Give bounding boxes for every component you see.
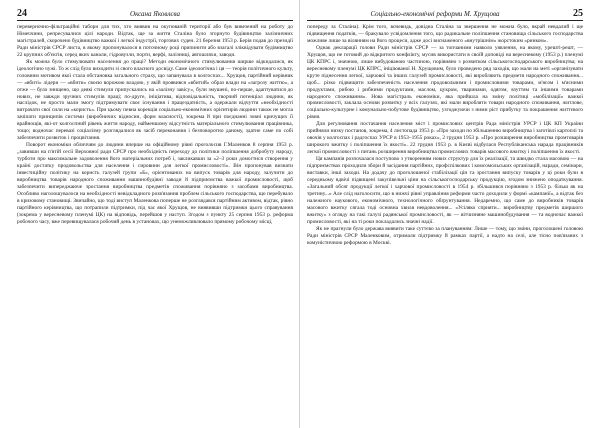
left-page-body [17, 24, 293, 226]
paragraph: Як не прагнули було держава виявити таке суттєво за плануванням: Лише — тому, що зміни, проголошені головою Ради міністрів СРСР Маленковим, отримали підтримку й рамках партії, а надто на селі, але тісно пов'язаних з комуністичною реформою в Москві. [307, 225, 583, 246]
running-head: Соціально-економічні реформи М. Хрущова [370, 10, 500, 18]
running-head: Оксана Яковлєва [130, 10, 180, 18]
paragraph: Як можна було стимулювати населення до праці? Методи економічного стимулювання ширше відкидалися, як ідеологічно чужі. То ж слід було виходити зі свого власного досвіду. Саме ідеологічна і ця — теорія політичного культу, головним мотивом якої стала обстановка загального страху, що запанувала в колгоспах... Хрущов, партійний керівник — «вбиті» лідери — «вбити» своєю ворожою владою, у якій проявився «вбитий» образ влади на «загрозу життю», а отже — було знищено, що деякі стимули припускались на «залізну завісу», були змушені, по-перше, адаптуватися до нових, не завжди зручних стимулів праці; по-друге, ініціатива, відповідальність, творчий потенціал людини, як наслідок, не просто мали змогу підтримувати своє існування і працездатність, а одержали відчуття «необхідності витрачати свої сили на «користь». При цьому певна корекція соціально-економічних орієнтирів людини також не могла зачіпати принципів системи (виробничих відносин, форм власності), зокрема й при поєднанні зовні кричущих її врайнощів, які-от колгоспний рівень життя народу, найменшому відсутність матеріального стимулювання працівника, тощо; водночас перевазі соціалізму розглядалися як засіб переконання і безповоротно даному, здатне саме по собі забезпечити розвиток і процвітання. [17, 58, 293, 142]
right-page-header [307, 8, 583, 21]
paragraph: Ця кампанія розпочалася поступово з утворенням нових структур для їх реалізації, та швидко стала масовою — на підприємствах проходили збори й засідання партійних, профспілкових і комсомольських організацій, наради, семінари, виставки, інші заходи. На додачу до проголошеної стабілізації цін та зростання випуску товарів у ці роки були в середньому вдвічі підвищені закупівельні ціни на сільськогосподарську продукцію, згодом знижено оподаткування. «Загальний обсяг продукції легкої і харчової промисловості в 1954 р. збільшився порівняно з 1953 р. більш як на третину...» Але слід наголосити, що в нижчі рівні управління реформи часто доходили у формі «кампанії», а відтак без належного наукового, економічного, технологічного обґрунтування. Недаремно, що саме до виробників товарів масового вжитку сягала тоді основна хвиля невдоволення... «Усіляко сприяти... виробництву предметів ширшого вжитку» з огляду на такі галузі радянської промисловості, як — вітчизняне машинобудування — та водночас важкої промисловості, які на ті роки покладались значні надії. [307, 156, 583, 225]
paragraph: Для регулювання постачання населення міст і промислових центрів Рада міністрів УРСР і ЦК КП України прийняли низку постанов, зокрема, 4 листопада 1953 р. «Про заходи по збільшенню виробництва і заготівлі картоплі та овочів у колгоспах і радгоспах УРСР в 1953–1955 роках», 2 грудня 1953 р. «Про розширення виробництва промтоварів широкого вжитку і поліпшення їх якості». 22 грудня 1953 р. в Києві відбулася Республіканська нарада працівників легкої промисловості з питань розширення виробництва промислових товарів масового вжитку і поліпшення їх якості. [307, 121, 583, 156]
right-page-body [307, 24, 583, 247]
right-page [300, 0, 600, 428]
paragraph: переверночно-фільтраційні табори для тих, хто виявив на окупованій території або був вивезений на роботу до Німеччини, репресувалися цілі народи. Відтак, ще за життя Сталіна було згорнуто будівництво залізничних магістралей, скорочено будівництво важкої і легкої індустрії, торгових суден. 21 березня 1953 р. Берія подав до президії Ради міністрів СРСР листа, в якому пропонувалося в поточному році припинити або взагалі зліквідувати будівництво 22 крупних об'єктів, серед яких канали, гідровузли, порти, верфі, залізниці, автошляхи, заводи. [17, 24, 293, 58]
paragraph: Поворот економіки обличчям до людини вперше на офіційному рівні проголосив Г.Маленков 8 серпня 1953 р. „завивши на п'ятій сесії Верховної ради СРСР про необхідність переходу до політики поліпшення добробуту народу, турботи про максимальне задоволення його матеріальних потреб і, закликавши за «2–3 роки домогтися створення у країні достатку продовольства для населення і сировини для легкої промисловості». Він пропонував визнати інвестиційну політику на користь галузей групи «Б», орієнтованих на випуск товарів для народу, залучити до виробництва товарів народного споживання машинобудівні заводи й підприємства важкої промисловості, щоб забезпечити випереджаюче зростання виробництва предметів споживання порівняно з засобами виробництва. Особливо наголошувалося на необхідності невідкладного розв'язання проблем сільського господарства, що перебувало в кризовому становищі. Звичайно, що тоді виступ Маленкова поперше не розглядався партійним активом, відтак, рівно партійного керівництва, що потрапили підтримки, під час якої Хрущов, не виявивши підтримки цього справування (зокрема у вересневому пленумі ЦК) на відповідь, перейшов у наступ. Згодом з пункту 25 серпня 1953 р. реформа робочого часу, вже перевищувалася робочий день в установах, що унеможливлювало прямому робочому місці, [17, 142, 293, 225]
left-page-header [17, 8, 293, 21]
paragraph: Однак декларації голови Ради міністрів СРСР — за топчаними навколо уявлення, на якому, урешті-решт, — Хрущов, що не готовий до відкритого конфлікту, мусив використати в своїй доповіді на вересневому (1953 р.) пленумі ЦК КПРС і, значною, лише вибудованою частиною, порівняно з розвитком сільськогосподарського виробництва; на вересневому пленумі ЦК КПРС, ініціюваної Н. Хрущовим, було проведено ряд заходів, що мали на меті «організувати круте піднесення легкої, харчової та інших галузей промисловості, які виробляють предмети народного споживання... щоб... різко підвищити забезпеченість населення продовольчими і промисловими товарами, м'ясом і м'ясними продуктами, рибою і рибними продуктами, маслом, цукром, тваринами, одягом, взуттям та іншими товарами народного споживання». Нова магістраль економіки, яка прийшла на зміну політиці «мобілізації» важкої промисловості, заклала основи розвитку у всіх галузях, які мали виробляти товари народного споживання, житлове, соціально-культурне і комунально-побутове будівництво, узгоджуючи з ними ріст прибутку та покрашення життєвого рівня. [307, 44, 583, 121]
page-number: 24 [17, 8, 27, 19]
page-number: 25 [573, 8, 583, 19]
paragraph: попереду за Сталіна). Крім того, вочевидь, довідна Сталіна за звершення не можна було, вкрай невдалий і ще підвищення податків, — бракувало усвідомлення того, що радикальне поліпшення становища сільського господарства можливе лише за вілянням на його процеси, адже досі виснаженого «внутрішнім» жорстоким «ринком». [307, 24, 583, 44]
